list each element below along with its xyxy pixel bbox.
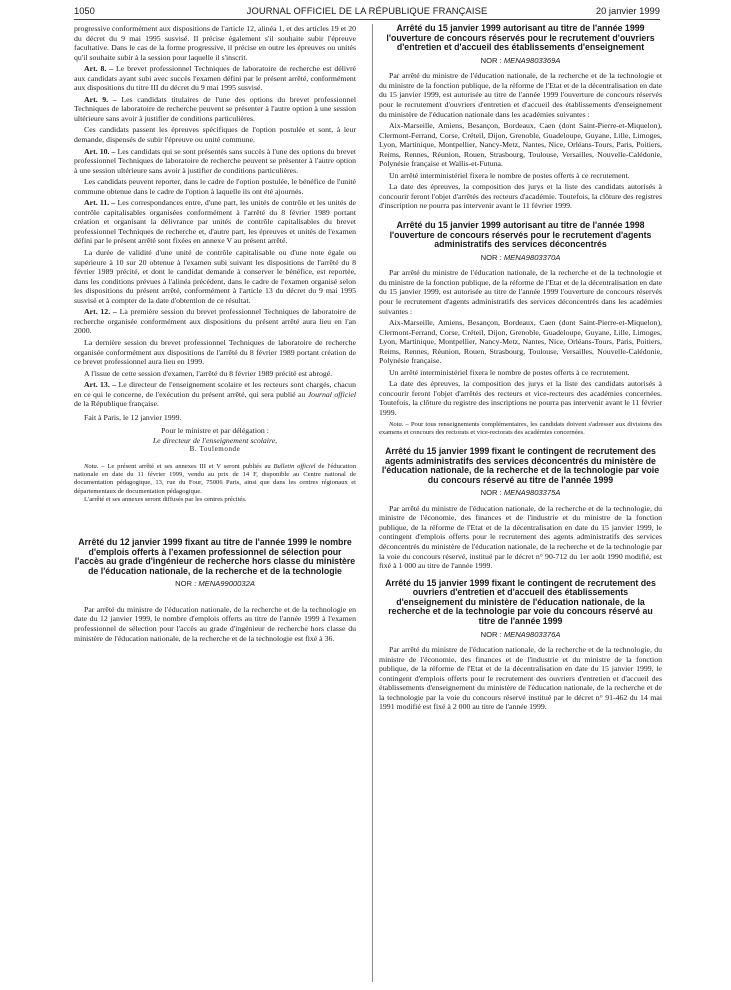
paragraph: Par arrêté du ministre de l'éducation nationale, de la recherche et de la technologie, du ministre de l'économie, des finances et de l'industrie et du ministre de la fonction publique, de la réforme de l'Etat et de la décentralisation en date du 15 janvier 1999, le contingent d'emplois offerts pour le recrutement des agents administratifs des services déconcentrés du ministère de l'éducation nationale, de la recherche et de la technologie par la voie du concours réservé, institué par le décret n° 90-712 du 1er août 1990 modifié, est fixé à 1 000 au titre de l'année 1999. [379,503,662,571]
signature-title: Le directeur de l'enseignement scolaire, [152,435,278,445]
signature-name: B. Toulemonde [189,445,241,454]
paragraph: Ces candidats passent les épreuves spécifiques de l'option postulée et sont, à leur demande, dispensés de subir l'épreuve ou unité commune. [74,125,356,145]
nor-reference: NOR : MENA9803369A [480,55,561,65]
paragraph: La date des épreuves, la composition des jurys et la liste des candidats autorisés à concourir feront l'objet d'arrêtés des recteurs d'académie. Toutefois, la clôture des registres d'inscription ne pourra pas intervenir avant le 11 février 1999. [379,182,662,211]
nor-reference: NOR : MENA9900032A [175,579,255,589]
note-label: Nota. [389,420,404,428]
issue-date: 20 janvier 1999 [595,5,660,16]
article-10 [74,147,356,176]
decree-title: Arrêté du 15 janvier 1999 autorisant au titre de l'année 1999 l'ouverture de concours réservés pour le recrutement d'ouvriers d'entretien et d'accueil des établissements d'enseignement [386,23,655,53]
done-at: Fait à Paris, le 12 janvier 1999. [84,412,182,422]
article-label: Art. 8. – [84,64,114,74]
academies-list: Aix-Marseille, Amiens, Besançon, Bordeaux, Caen (dont Saint-Pierre-et-Miquelon), Clermont-Ferrand, Corse, Créteil, Dijon, Grenoble, Guadeloupe, Guyane, Lille, Limoges, Lyon, Martinique, Montpellier, Nancy-Metz, Nantes, Nice, Orléans-Tours, Paris, Poitiers, Reims, Rennes, Réunion, Rouen, Strasbourg, Toulouse, Versailles, Nouvelle-Calédonie, Polynésie française et Wallis-et-Futuna. [379,121,662,169]
page-header [74,5,660,20]
article-8 [74,64,356,93]
left-column [74,24,356,645]
article-11 [74,198,356,246]
academies-list: Aix-Marseille, Amiens, Besançon, Bordeaux, Caen (dont Saint-Pierre-et-Miquelon), Clermont-Ferrand, Corse, Créteil, Dijon, Grenoble, Guadeloupe, Guyane, Lille, Limoges, Lyon, Martinique, Montpellier, Nancy-Metz, Nantes, Nice, Orléans-Tours, Paris, Poitiers, Reims, Rennes, Réunion, Rouen, Strasbourg, Toulouse, Versailles, Nouvelle-Calédonie, Polynésie française. [379,318,662,366]
article-9 [74,95,356,124]
nor-reference: NOR : MENA9803376A [480,629,561,639]
article-text: Les candidats qui se sont présentés sans succès à l'une des options du brevet professionnel Techniques de laboratoire de recherche peuvent se présenter à l'autre option à une session ultérieure sans avoir à justifier de conditions particulières. [74,146,356,175]
article-13 [74,380,356,409]
paragraph: La date des épreuves, la composition des jurys et la liste des candidats autorisés à concourir feront l'objet d'arrêtés des recteurs et vice-recteurs des académies concernées. Toutefois, la clôture du registre des inscriptions ne pourra pas intervenir avant le 11 février 1999. [379,379,663,417]
paragraph: A l'issue de cette session d'examen, l'arrêté du 8 février 1989 précité est abrogé. [84,368,333,378]
article-label: Art. 13. – [84,380,117,390]
paragraph: Un arrêté interministériel fixera le nombre de postes offerts à ce recrutement. [389,367,630,377]
nor-reference: NOR : MENA9803375A [480,488,561,498]
decree-title: Arrêté du 12 janvier 1999 fixant au titre de l'année 1999 le nombre d'emplois offerts à l'examen professionnel de sélection pour l'accès au grade d'ingénieur de recherche hors classe du ministère de l'éducation nationale, de la recherche et de la technologie [74,536,356,576]
paragraph: Par arrêté du ministre de l'éducation nationale, de la recherche et de la technologie et du ministre de la fonction publique, de la réforme de l'Etat et de la décentralisation en date du 15 janvier 1999, est autorisée au titre de l'année 1999 l'ouverture de concours réservés pour le recrutement d'agents administratifs des services déconcentrés dans les académies suivantes : [379,268,662,316]
article-label: Art. 12. – [84,307,117,317]
nor-reference: NOR : MENA9803370A [480,252,561,262]
decree-title: Arrêté du 15 janvier 1999 autorisant au titre de l'année 1998 l'ouverture de concours réservés pour le recrutement d'agents administratifs des services déconcentrés [389,219,652,250]
decree-title: Arrêté du 15 janvier 1999 fixant le contingent de recrutement des agents administratifs des services déconcentrés du ministère de l'éducation nationale, de la recherche et de la technologie par voie du concours réservé au titre de l'année 1999 [381,445,660,485]
paragraph: Un arrêté interministériel fixera le nombre de postes offerts à ce recrutement. [389,170,630,180]
note-text: L'arrêté et ses annexes seront diffusés par les centres précités. [84,495,247,503]
article-text: Les candidats titulaires de l'une des options du brevet professionnel Techniques de laboratoire de recherche peuvent se présenter à l'autre option à une session ultérieure sans avoir à justifier de conditions particulières. [74,94,356,123]
note: Nota. – Pour tous renseignements complémentaires, les candidats doivent s'adresser aux divisions des examens et concours des rectorats et vice-rectorats des académies concernées. [379,420,662,436]
paragraph: Par arrêté du ministre de l'éducation nationale, de la recherche et de la technologie en date du 12 janvier 1999, le nombre d'emplois offerts au titre de l'année 1999 à l'examen professionnel de sélection pour l'accès au grade d'ingénieur de recherche hors classe du ministère de l'éducation nationale, de la recherche et de la technologie est fixé à 36. [74,604,356,643]
article-label: Art. 9. – [84,94,117,104]
paragraph: Les candidats peuvent reporter, dans le cadre de l'option postulée, le bénéfice de l'unité commune obtenue dans le cadre de l'option à laquelle ils ont été ajournés. [74,177,356,196]
note-label: Nota. [84,462,99,470]
page-number: 1050 [74,5,95,16]
signature-block [74,426,356,455]
article-text: de la République française. [74,399,159,409]
paragraph: Par arrêté du ministre de l'éducation nationale, de la recherche et de la technologie et du ministre de la fonction publique, de la réforme de l'Etat et de la décentralisation en date du 15 janvier 1999, est autorisée au titre de l'année 1999 l'ouverture de concours réservés pour le recrutement d'ouvriers d'entretien et d'accueil des établissements d'enseignement du ministère de l'éducation nationale dans les académies suivantes : [379,71,662,119]
note: Nota. – Le présent arrêté et ses annexes III et V seront publiés au Bulletin officiel de l'éducation nationale en date du 11 février 1999, vendu au prix de 14 F, disponible au Centre national de documentation pédagogique, 13, rue du Four, 75006 Paris, ainsi que dans les centres régionaux et départementaux de documentation pédagogique. L'arrêté et ses annexes seront diffusés par les centres précités. [74,462,356,503]
decree-title: Arrêté du 15 janvier 1999 fixant le contingent de recrutement des ouvriers d'entretien et d'accueil des établissements d'enseignement du ministère de l'éducation nationale, de la recherche et de la technologie par voie du concours réservé au titre de l'année 1999 [385,577,656,627]
article-text: Le brevet professionnel Techniques de laboratoire de recherche est délivré aux candidats ayant subi avec succès l'examen défini par le présent arrêté, conformément aux dispositions du titre III du décret du 9 mai 1995 susvisé. [74,64,356,93]
paragraph: La durée de validité d'une unité de contrôle capitalisable ou d'une note égale ou supérieure à 10 sur 20 obtenue à l'examen subi suivant les dispositions de l'arrêté du 8 février 1989 précité, et dont le candidat demande à conserver le bénéfice, est reportée, dans les conditions prévues à l'alinéa précédent, dans le cadre de l'examen organisé selon les dispositions du présent arrêté, conformément à l'article 13 du décret du 9 mai 1995 susvisé et à compter de la date d'obtention de ce résultat. [74,248,356,305]
article-text: Les correspondances entre, d'une part, les unités de contrôle et les unités de contrôle capitalisables organisées conformément à l'arrêté du 8 février 1989 portant création et organisant la délivrance par unités de contrôle capitalisables du brevet professionnel Techniques de recherche et, d'autre part, les épreuves et unités de l'examen défini par le présent arrêté sont fixées en annexe V au présent arrêté. [74,198,356,246]
article-label: Art. 11. – [84,198,116,208]
paragraph: progressive conformément aux dispositions de l'article 12, alinéa 1, et des articles 19 et 20 du décret du 9 mai 1995 susvisé. Il précise également s'il souhaite subir l'épreuve facultative. Dans le cas de la forme progressive, il précise en outre les épreuves ou unités qu'il souhaite subir à la session pour laquelle il s'inscrit. [74,24,356,62]
article-text: La première session du brevet professionnel Techniques de laboratoire de recherche organisée conformément aux dispositions du présent arrêté aura lieu en l'an 2000. [74,307,356,336]
bulletin-name: Bulletin officiel [273,462,316,470]
paragraph: La dernière session du brevet professionnel Techniques de laboratoire de recherche organisée conformément aux dispositions de l'arrêté du 8 février 1989 portant création de ce brevet professionnel aura lieu en 1999. [74,337,356,367]
article-text: Le directeur de l'enseignement scolaire et les recteurs sont chargés, chacun en ce qui le concerne, de l'exécution du présent arrêté, qui sera publié au [74,380,356,399]
journal-name: Journal officiel [307,389,356,399]
journal-title: JOURNAL OFFICIEL DE LA RÉPUBLIQUE FRANÇAISE [246,5,488,16]
article-label: Art. 10. – [84,146,116,156]
article-12 [74,307,356,336]
paragraph: Par arrêté du ministre de l'éducation nationale, de la recherche et de la technologie, du ministre de l'économie, des finances et de l'industrie et du ministre de la fonction publique, de la réforme de l'Etat et de la décentralisation en date du 15 janvier 1999, le contingent d'emplois offerts pour le recrutement des ouvriers d'entretien et d'accueil des établissements d'enseignement du ministère de l'éducation nationale, de la recherche et de la technologie par la voie du concours réservé institué par le décret n° 91-462 du 14 mai 1991 modifié est fixé à 2 000 au titre de l'année 1999. [379,645,662,712]
signature-line: Pour le ministre et par délégation : [161,426,269,436]
right-column [372,24,662,982]
